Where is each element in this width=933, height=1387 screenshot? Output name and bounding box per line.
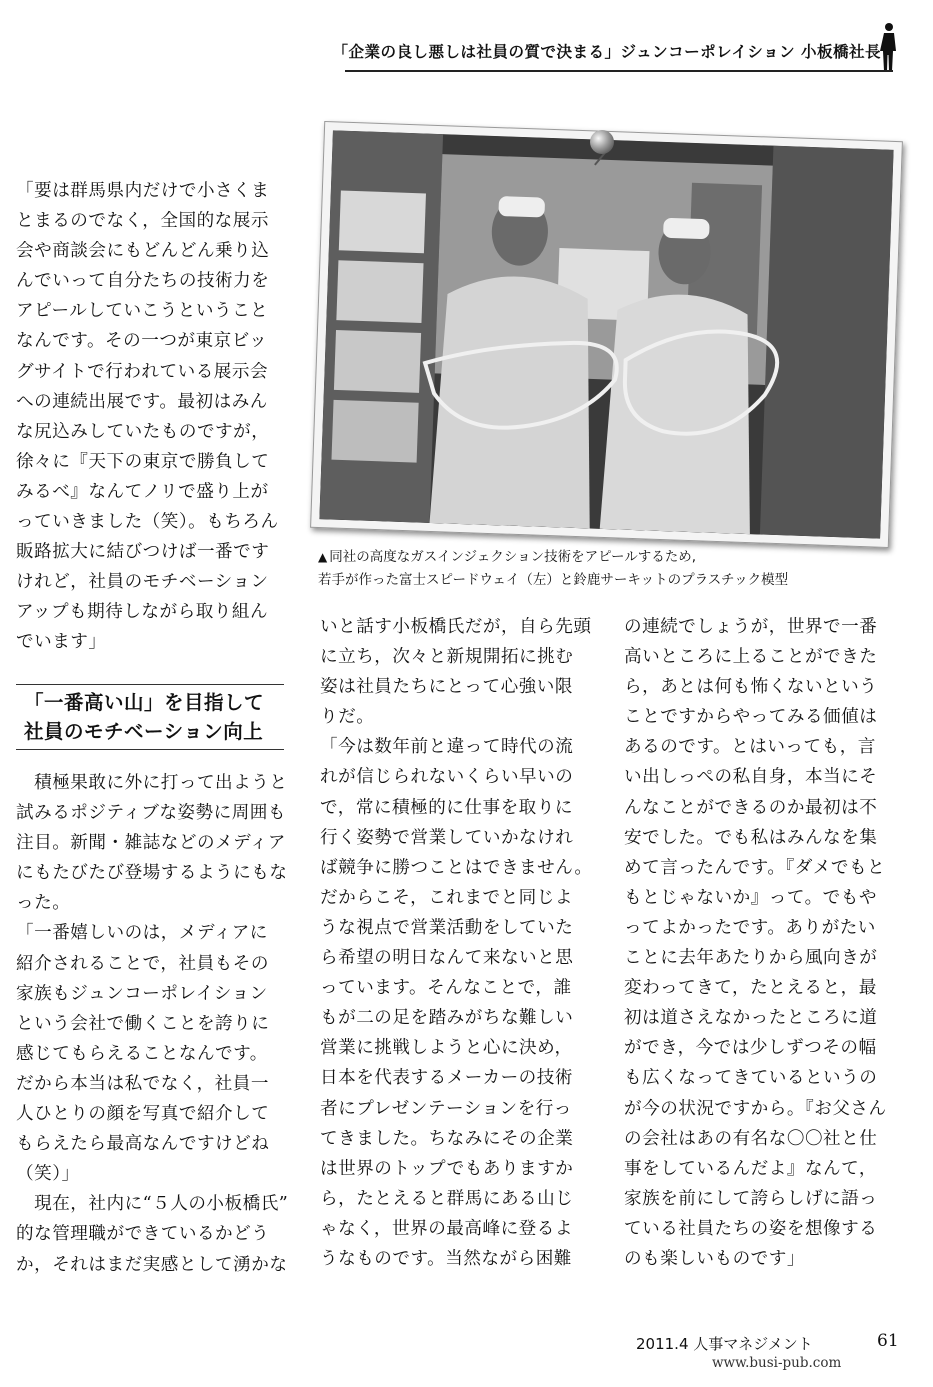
text-line: っていきました（笑）。もちろん [16,512,279,533]
text-line: が今の状況ですから。『お父さん [624,1098,887,1119]
text-line: い出しっぺの私自身，本当にそ [624,767,878,788]
text-line: ことに去年あたりから風向きが [624,948,878,969]
text-line: アピールしていこうということ [16,301,269,322]
text-line: んなことができるのか最初は不 [624,797,878,818]
text-line: みるべ』なんてノリで盛り上が [16,481,269,502]
text-line: 試みるポジティブな姿勢に周囲も [16,803,286,824]
caption-line-2: 若手が作った富士スピードウェイ（左）と鈴鹿サーキットのプラスチック模型 [318,572,789,588]
text-line: だからこそ，これまでと同じよ [320,887,573,908]
text-line: という会社で働くことを誇りに [16,1013,270,1034]
text-line: 注目。新聞・雑誌などのメディア [16,833,286,854]
text-line: もとじゃないか』って。でもや [624,887,877,908]
text-line: か，それはまだ実感として湧かな [16,1254,288,1275]
text-line: 感じてもらえることなんです。 [16,1043,268,1064]
text-line: ってよかったです。ありがたい [624,917,876,938]
text-line: もが二の足を踏みがちな難しい [320,1008,574,1029]
person-silhouette-icon [880,22,898,72]
body-column-3 [624,612,900,1274]
header-rule [345,70,893,72]
text-line: 現在，社内に“５人の小板橋氏” [16,1194,289,1215]
text-line: れが信じられないくらい早いの [320,767,574,788]
text-line: とまるのでなく，全国的な展示 [16,211,269,232]
text-line: 変わってきて，たとえると，最 [624,978,877,999]
body-column-2 [320,612,596,1274]
text-line: ている社員たちの姿を想像する [624,1218,878,1239]
text-line: もらえたら最高なんですけどね [16,1134,270,1155]
section-heading [16,684,284,750]
text-line: に立ち，次々と新規開拓に挑む [320,647,574,668]
text-line: ができ，今では少しずつその幅 [624,1038,877,1059]
text-line: でいます」 [16,632,107,653]
text-line: も広くなってきているというの [624,1068,878,1089]
photo-caption [318,546,893,592]
text-line: りだ。 [320,707,375,728]
photo-frame [310,121,903,548]
text-line: ら，たとえると群馬にある山じ [320,1188,574,1209]
text-line: ば競争に勝つことはできません。 [320,857,593,878]
text-line: んでいって自分たちの技術力を [16,271,270,292]
text-line: への連続出展です。最初はみん [16,391,268,412]
text-line: 「今は数年前と違って時代の流 [320,737,574,758]
text-line: だから本当は私でなく，社員一 [16,1073,269,1094]
text-line: ゃなく，世界の最高峰に登るよ [320,1218,573,1239]
text-line: うなものです。当然ながら困難 [320,1248,572,1269]
text-line: 初は道さえなかったところに道 [624,1008,878,1029]
text-line: 家族を前にして誇らしげに語っ [624,1188,878,1209]
page-number: 61 [877,1331,899,1351]
body-column-1-top [16,176,288,658]
body-column-1-bottom [16,768,288,1280]
text-line: あるのです。とはいっても，言 [624,737,876,758]
text-line: 販路拡大に結びつけば一番です [16,542,270,563]
text-line: なんです。その一つが東京ビッ [16,331,268,352]
text-line: 事をしているんだよ』なんて， [624,1158,877,1179]
text-line: けれど，社員のモチベーション [16,572,269,593]
text-line: アップも期待しながら取り組ん [16,602,269,623]
photo-employees-with-track-models [319,130,893,538]
caption-line-1: ▲ 同社の高度なガスインジェクション技術をアピールするため, [318,546,893,569]
text-line: 安でした。でも私はみんなを集 [624,827,878,848]
text-line: な尻込みしていたものですが， [16,421,270,442]
text-line: 行く姿勢で営業していかなけれ [320,827,574,848]
text-line: 人ひとりの顔を写真で紹介して [16,1104,270,1125]
text-line: ら，あとは何も怖くないという [624,677,878,698]
text-line: の連続でしょうが，世界で一番 [624,617,878,637]
text-line: てきました。ちなみにその企業 [320,1128,574,1149]
text-line: 高いところに上ることができた [624,647,878,668]
text-line: った。 [16,893,71,914]
pushpin-icon [590,130,614,154]
triangle-marker-icon: ▲ [318,550,328,564]
text-line: うな視点で営業活動をしていた [320,917,574,938]
text-line: グサイトで行われている展示会 [16,361,269,382]
heading-rule-bottom [16,749,284,750]
issue-label: 2011.4 人事マネジメント [636,1335,813,1353]
text-line: 積極果敢に外に打って出ようと [16,773,288,793]
text-line: 徐々に『天下の東京で勝負して [16,451,270,472]
text-line: いと話す小板橋氏だが，自ら先頭 [320,617,592,637]
text-line: 紹介されることで，社員もその [16,953,269,974]
text-line: ら希望の明日なんて来ないと思 [320,948,574,969]
text-line: は世界のトップでもありますか [320,1158,574,1179]
running-head: 「企業の良し悪しは社員の質で決まる」ジュンコーポレイション 小板橋社長 [332,43,881,61]
text-line: のも楽しいものです」 [624,1248,805,1269]
text-line: にもたびたび登場するようにもな [16,863,288,884]
text-line: 日本を代表するメーカーの技術 [320,1068,573,1089]
heading-line-1: 「一番高い山」を目指して [24,691,265,714]
text-line: めて言ったんです。『ダメでもと [624,857,886,878]
text-line: 「要は群馬県内だけで小さくま [16,181,270,201]
publisher-url: www.busi-pub.com [712,1355,842,1371]
text-line: で，常に積極的に仕事を取りに [320,797,573,818]
text-line: 「一番嬉しいのは，メディアに [16,923,268,944]
heading-rule-top [16,684,284,685]
text-line: 営業に挑戦しようと心に決め， [320,1038,573,1059]
text-line: 会や商談会にもどんどん乗り込 [16,241,270,262]
text-line: 家族もジュンコーポレイション [16,983,268,1004]
text-line: ことですからやってみる価値は [624,707,878,728]
heading-line-2: 社員のモチベーション向上 [24,720,264,743]
text-line: 姿は社員たちにとって心強い限 [320,677,573,698]
text-line: の会社はあの有名な〇〇社と仕 [624,1128,878,1149]
text-line: 的な管理職ができているかどう [16,1224,270,1245]
text-line: （笑）」 [16,1164,80,1185]
text-line: 者にプレゼンテーションを行っ [320,1098,572,1119]
text-line: っています。そんなことで，誰 [320,978,572,999]
